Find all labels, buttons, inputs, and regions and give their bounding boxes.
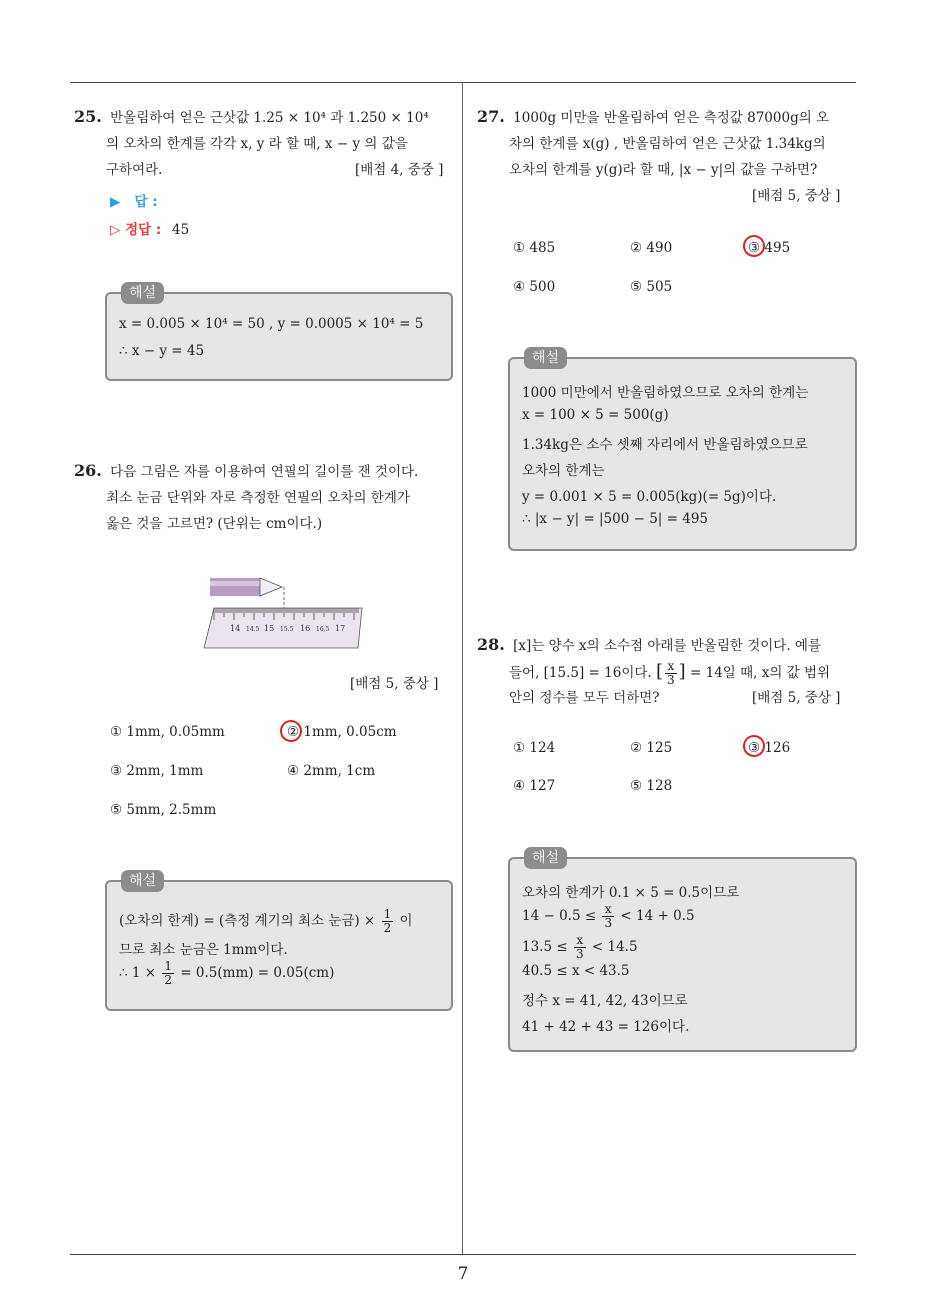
question-text: 옳은 것을 고르면? (단위는 cm이다.) <box>106 516 323 532</box>
question-number: 28. <box>477 635 505 654</box>
solution-line: 1000 미만에서 반올림하였으므로 오차의 한계는 <box>522 385 809 401</box>
question-text: 최소 눈금 단위와 자로 측정한 연필의 오차의 한계가 <box>106 490 410 506</box>
ruler-illustration <box>204 608 362 648</box>
solution-line: 오차의 한계가 0.1 × 5 = 0.5이므로 <box>522 885 740 901</box>
solution-line: ∴ 1 × $\frac{1}{2}$ = 0.5(mm) = 0.05(cm) <box>119 959 335 987</box>
solution-line: ∴ |x − y| = |500 − 5| = 495 <box>522 511 709 527</box>
solution-tag: 해설 <box>524 347 567 369</box>
question-text: 차의 한계를 x(g) , 반올림하여 얻은 근삿값 1.34kg의 <box>509 136 826 152</box>
correct-value: 45 <box>171 222 190 238</box>
fraction: $\frac{1}{2}$ <box>164 959 173 987</box>
choice-1[interactable]: ① 1mm, 0.05mm <box>110 724 225 740</box>
choice-2[interactable]: ② 1mm, 0.05cm <box>287 724 397 740</box>
solution-line: (오차의 한계) = (측정 계기의 최소 눈금) × $\frac{1}{2}$ 이 <box>119 907 413 935</box>
solution-box <box>508 350 857 551</box>
choice-1[interactable]: ① 485 <box>513 240 556 256</box>
question-number: 25. <box>74 107 102 126</box>
solution-box <box>105 873 453 1011</box>
solution-line: ∴ x − y = 45 <box>119 343 205 359</box>
score-label: [배점 5, 중상 ] <box>350 676 439 692</box>
choice-5[interactable]: ⑤ 5mm, 2.5mm <box>110 802 217 818</box>
score-label: [배점 5, 중상 ] <box>752 188 841 204</box>
ruler-tick-label: 14.5 <box>246 626 260 633</box>
choice-1[interactable]: ① 124 <box>513 740 556 756</box>
page-number: 7 <box>457 1264 469 1284</box>
play-outline-icon: ▷ <box>110 222 121 238</box>
choice-3[interactable]: ③ 126 <box>748 740 791 756</box>
solution-line: 13.5 ≤ $\frac{x}{3}$ < 14.5 <box>522 933 638 961</box>
choice-5[interactable]: ⑤ 505 <box>630 279 673 295</box>
question-text: [x]는 양수 x의 소수점 아래를 반올림한 것이다. 예를 <box>513 638 822 654</box>
play-icon: ▶ <box>110 194 121 210</box>
selected-answer-circle <box>278 718 305 745</box>
solution-line: 오차의 한계는 <box>522 463 605 479</box>
solution-line: y = 0.001 × 5 = 0.005(kg)(= 5g)이다. <box>522 489 777 505</box>
solution-line: 40.5 ≤ x < 43.5 <box>522 963 630 979</box>
correct-label: 정답 : <box>125 222 162 238</box>
solution-tag: 해설 <box>524 847 567 869</box>
column-divider <box>462 82 463 1254</box>
question-text: 구하여라. <box>106 162 163 178</box>
solution-line: 1.34kg은 소수 셋째 자리에서 반올림하였으므로 <box>522 437 808 453</box>
question-text: 다음 그림은 자를 이용하여 연필의 길이를 잰 것이다. <box>110 464 419 480</box>
choice-5[interactable]: ⑤ 128 <box>630 778 673 794</box>
fraction: $\frac{x}{3}$ <box>667 659 675 687</box>
solution-line: 정수 x = 41, 42, 43이므로 <box>522 993 688 1009</box>
bottom-rule <box>70 1254 856 1255</box>
ruler-tick-label: 16 <box>300 624 311 633</box>
question-text: 1000g 미만을 반올림하여 얻은 측정값 87000g의 오 <box>513 110 830 126</box>
solution-line: 14 − 0.5 ≤ $\frac{x}{3}$ < 14 + 0.5 <box>522 902 695 930</box>
question-text: 오차의 한계를 y(g)라 할 때, |x − y|의 값을 구하면? <box>509 162 818 178</box>
fraction: $\frac{x}{3}$ <box>575 933 584 961</box>
top-rule <box>70 82 856 83</box>
solution-box <box>105 285 453 381</box>
choice-4[interactable]: ④ 2mm, 1cm <box>287 763 376 779</box>
choice-2[interactable]: ② 490 <box>630 240 673 256</box>
fraction: $\frac{1}{2}$ <box>383 907 392 935</box>
choice-4[interactable]: ④ 127 <box>513 778 556 794</box>
solution-tag: 해설 <box>121 282 164 304</box>
solution-line: x = 100 × 5 = 500(g) <box>522 407 669 423</box>
ruler-tick-label: 17 <box>335 624 346 633</box>
ruler-tick-label: 15 <box>264 624 275 633</box>
choice-3[interactable]: ③ 2mm, 1mm <box>110 763 204 779</box>
answer-row <box>110 190 158 210</box>
ruler-tick-label: 16.5 <box>316 626 330 633</box>
solution-tag: 해설 <box>121 870 164 892</box>
question-text: 반올림하여 얻은 근삿값 1.25 × 10⁴ 과 1.250 × 10⁴ <box>110 110 429 126</box>
question-text: 들어, [15.5] = 16이다. [ $\frac{x}{3}$ ] = 14일 때, x의 값 범위 <box>509 659 831 687</box>
solution-line: 므로 최소 눈금은 1mm이다. <box>119 942 288 958</box>
ruler-tick-label: 15.5 <box>280 626 294 633</box>
question-text: 의 오차의 한계를 각각 x, y 라 할 때, x − y 의 값을 <box>106 136 408 152</box>
answer-label: 답 : <box>134 194 158 210</box>
score-label: [배점 5, 중상 ] <box>752 690 841 706</box>
question-number: 27. <box>477 107 505 126</box>
choice-2[interactable]: ② 125 <box>630 740 673 756</box>
choice-4[interactable]: ④ 500 <box>513 279 556 295</box>
fraction: $\frac{x}{3}$ <box>604 902 613 930</box>
solution-line: x = 0.005 × 10⁴ = 50 , y = 0.0005 × 10⁴ = 5 <box>119 316 424 332</box>
score-label: [배점 4, 중중 ] <box>355 162 444 178</box>
ruler-tick-label: 14 <box>230 624 241 633</box>
choice-3[interactable]: ③ 495 <box>748 240 791 256</box>
pencil-ruler-figure <box>200 570 370 652</box>
solution-box <box>508 850 857 1052</box>
question-number: 26. <box>74 461 102 480</box>
solution-line: 41 + 42 + 43 = 126이다. <box>522 1019 690 1035</box>
pencil-illustration <box>210 578 284 608</box>
question-text: 안의 정수를 모두 더하면? <box>509 690 660 706</box>
correct-answer-row <box>110 218 189 238</box>
